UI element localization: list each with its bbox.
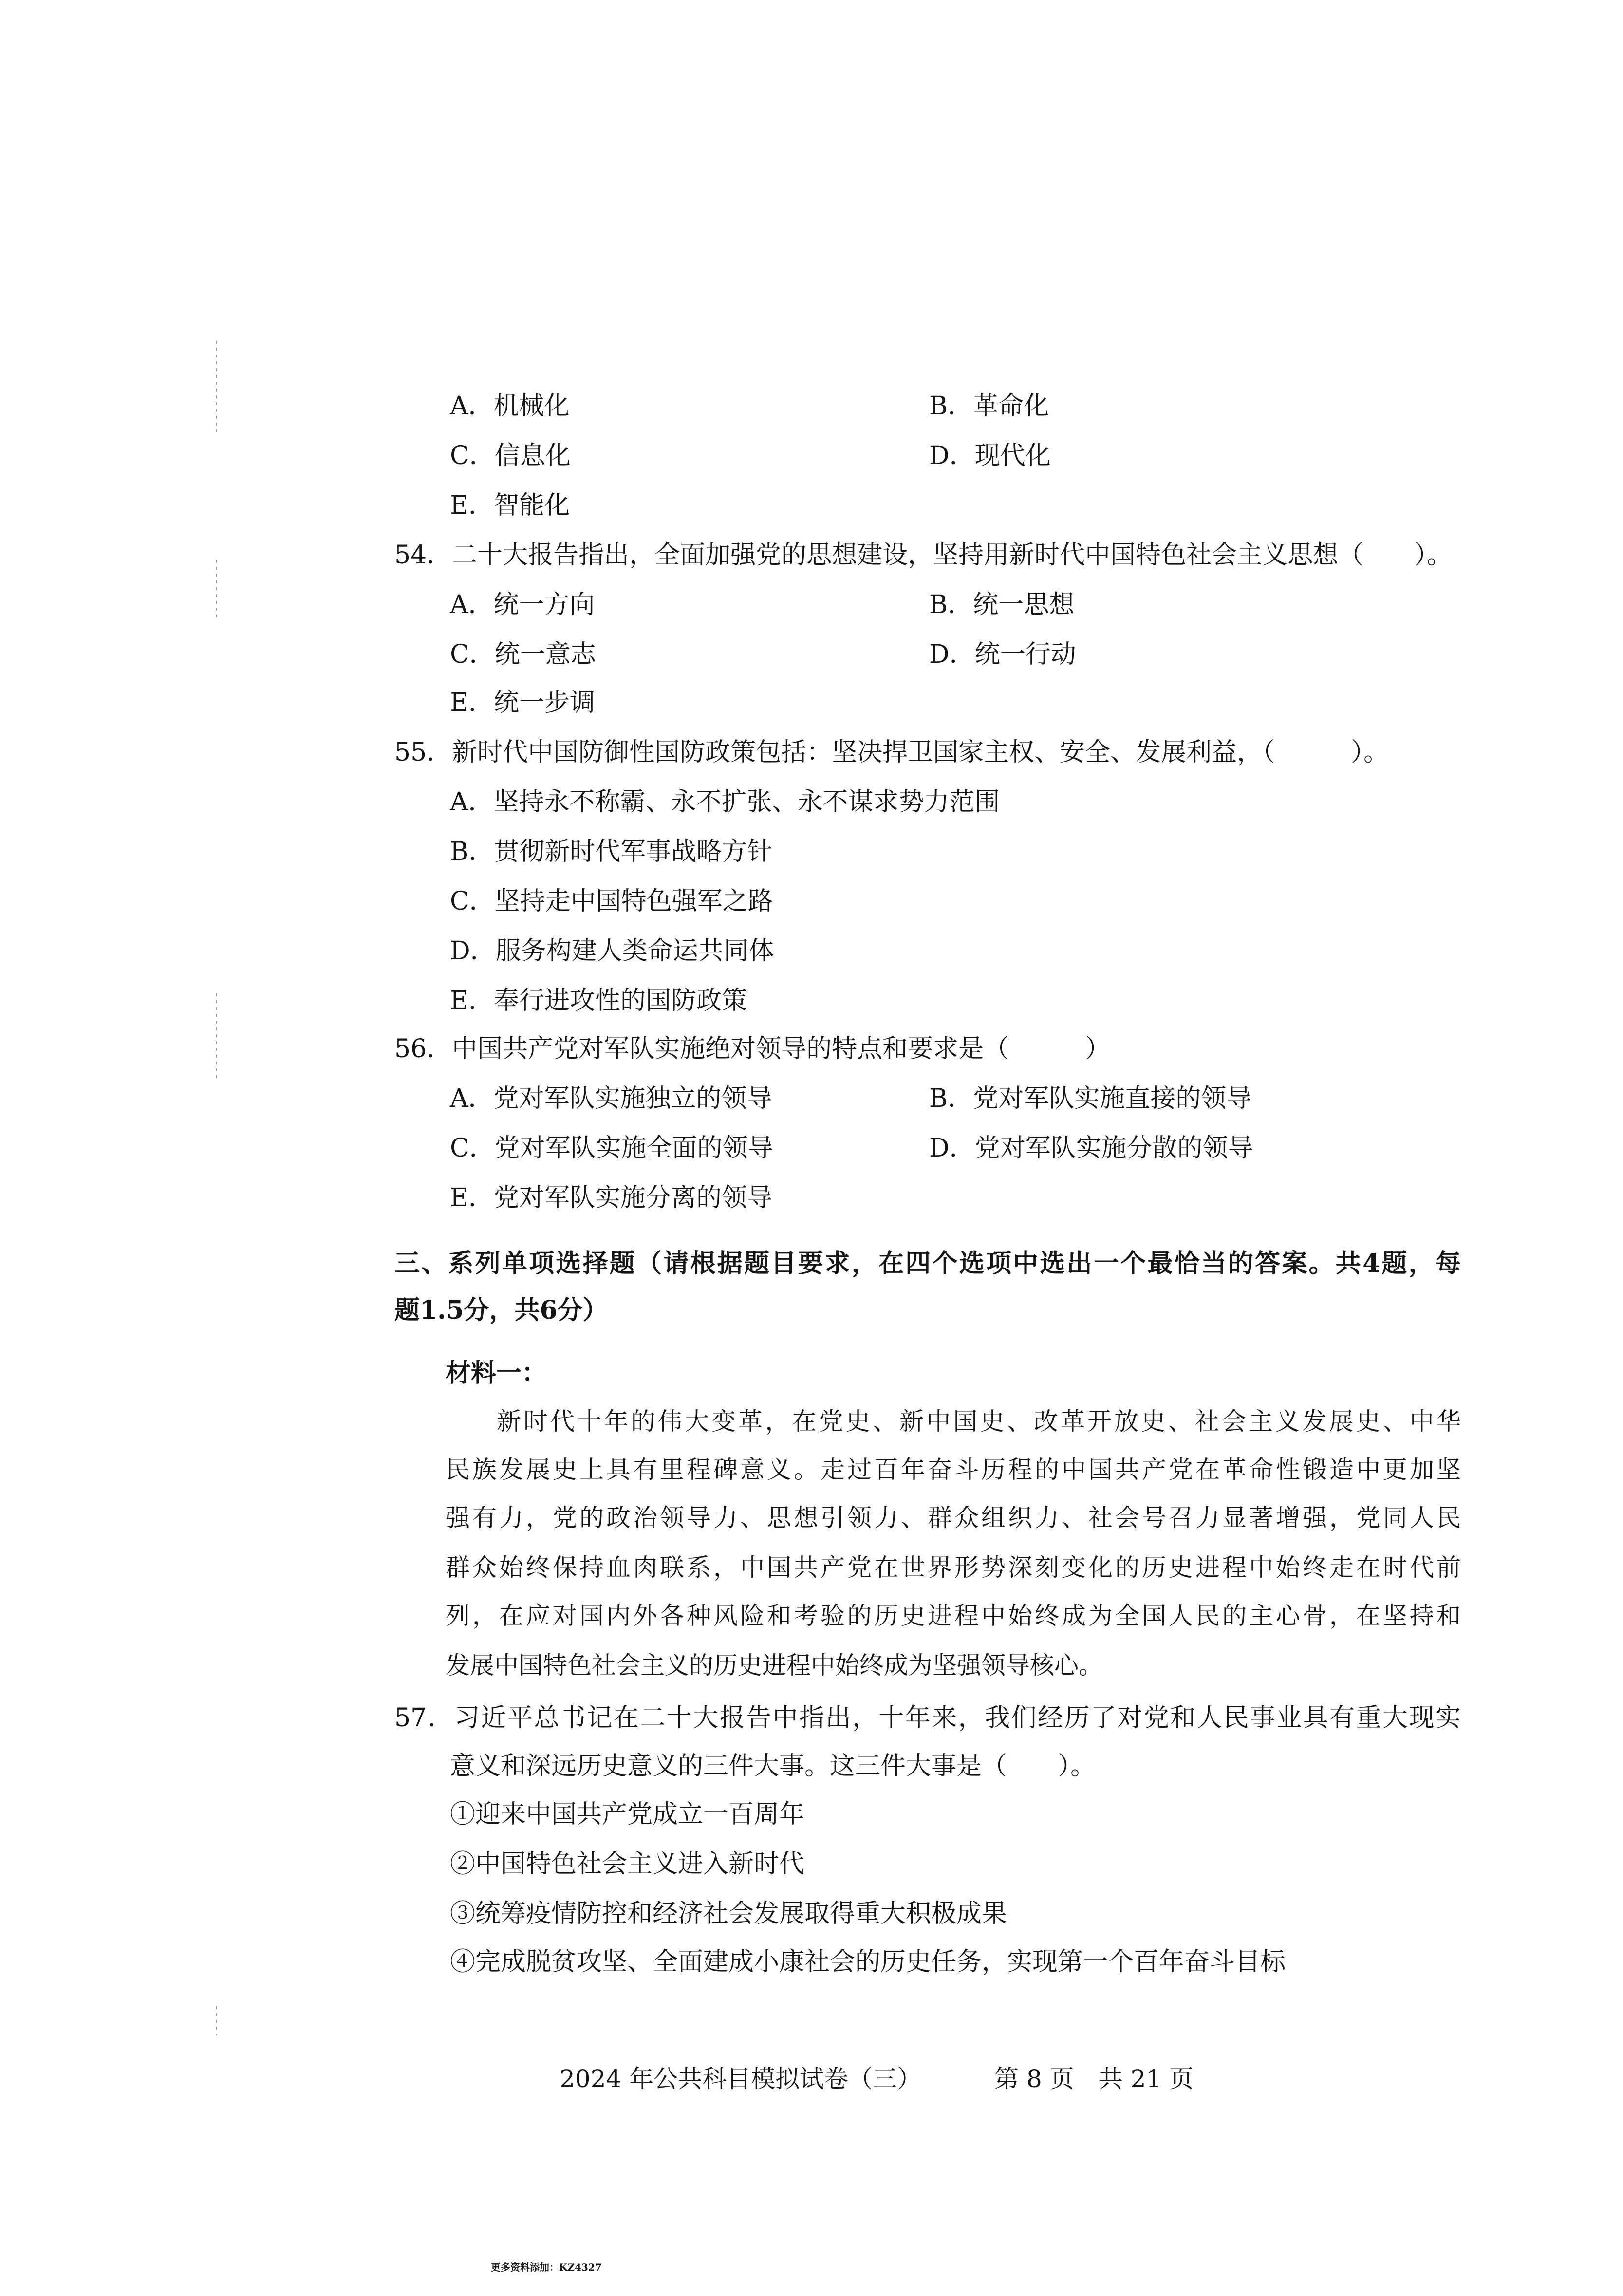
q55-stem: 55．新时代中国防御性国防政策包括：坚决捍卫国家主权、安全、发展利益，（ ）。 bbox=[394, 738, 1389, 767]
q54-option-b: B．统一思想 bbox=[929, 590, 1075, 619]
scan-edge-mark bbox=[216, 993, 217, 1081]
q53-option-e: E．智能化 bbox=[450, 491, 570, 520]
q55-option-b: B．贯彻新时代军事战略方针 bbox=[450, 837, 773, 866]
footer-title: 2024 年公共科目模拟试卷（三） bbox=[560, 2065, 922, 2093]
section-3-heading-cont: 题1.5分，共6分） bbox=[394, 1295, 608, 1325]
q57-stem: 57．习近平总书记在二十大报告中指出，十年来，我们经历了对党和人民事业具有重大现实 bbox=[394, 1703, 1461, 1733]
material-1-line: 新时代十年的伟大变革，在党史、新中国史、改革开放史、社会主义发展史、中华 bbox=[497, 1407, 1461, 1436]
q54-option-e: E．统一步调 bbox=[450, 688, 595, 717]
q53-option-d: D．现代化 bbox=[929, 441, 1051, 470]
q55-option-c: C．坚持走中国特色强军之路 bbox=[450, 887, 773, 916]
q53-option-a: A．机械化 bbox=[450, 392, 570, 421]
material-1-line: 列，在应对国内外各种风险和考验的历史进程中始终成为全国人民的主心骨，在坚持和 bbox=[446, 1602, 1461, 1630]
q54-option-c: C．统一意志 bbox=[450, 640, 596, 669]
page-number: 第 8 页 共 21 页 bbox=[994, 2065, 1194, 2093]
bottom-note: 更多资料添加：KZ4327 bbox=[491, 2261, 602, 2273]
q56-stem: 56．中国共产党对军队实施绝对领导的特点和要求是（ ） bbox=[394, 1034, 1111, 1064]
q56-option-b: B．党对军队实施直接的领导 bbox=[929, 1084, 1252, 1113]
q54-option-a: A．统一方向 bbox=[450, 590, 595, 619]
material-1-line: 强有力，党的政治领导力、思想引领力、群众组织力、社会号召力显著增强，党同人民 bbox=[446, 1504, 1461, 1532]
q57-item-4: ④完成脱贫攻坚、全面建成小康社会的历史任务，实现第一个百年奋斗目标 bbox=[450, 1947, 1286, 1977]
section-3-heading: 三、系列单项选择题（请根据题目要求，在四个选项中选出一个最恰当的答案。共4题，每 bbox=[394, 1249, 1461, 1278]
q53-option-c: C．信息化 bbox=[450, 441, 571, 470]
material-1-line: 群众始终保持血肉联系，中国共产党在世界形势深刻变化的历史进程中始终走在时代前 bbox=[446, 1553, 1461, 1582]
material-1-line: 发展中国特色社会主义的历史进程中始终成为坚强领导核心。 bbox=[446, 1651, 1103, 1680]
q57-item-1: ①迎来中国共产党成立一百周年 bbox=[450, 1800, 805, 1829]
q55-option-a: A．坚持永不称霸、永不扩张、永不谋求势力范围 bbox=[450, 787, 1000, 817]
q56-option-d: D．党对军队实施分散的领导 bbox=[929, 1134, 1253, 1163]
material-1-title: 材料一： bbox=[446, 1358, 547, 1388]
q57-item-3: ③统筹疫情防控和经济社会发展取得重大积极成果 bbox=[450, 1899, 1007, 1928]
q54-stem: 54．二十大报告指出，全面加强党的思想建设，坚持用新时代中国特色社会主义思想（ ）。 bbox=[394, 541, 1453, 570]
material-1-line: 民族发展史上具有里程碑意义。走过百年奋斗历程的中国共产党在革命性锻造中更加坚 bbox=[446, 1456, 1461, 1484]
page-footer bbox=[560, 2063, 1194, 2095]
q55-option-d: D．服务构建人类命运共同体 bbox=[450, 936, 774, 966]
q55-option-e: E．奉行进攻性的国防政策 bbox=[450, 986, 747, 1015]
q56-option-c: C．党对军队实施全面的领导 bbox=[450, 1134, 773, 1163]
q56-option-e: E．党对军队实施分离的领导 bbox=[450, 1183, 772, 1213]
scan-edge-mark bbox=[216, 560, 217, 618]
q56-option-a: A．党对军队实施独立的领导 bbox=[450, 1084, 772, 1113]
scan-edge-mark bbox=[216, 341, 217, 433]
q54-option-d: D．统一行动 bbox=[929, 640, 1076, 669]
q53-option-b: B．革命化 bbox=[929, 392, 1049, 421]
scan-edge-mark bbox=[216, 2006, 217, 2035]
q57-stem-cont: 意义和深远历史意义的三件大事。这三件大事是（ ）。 bbox=[450, 1752, 1096, 1781]
q57-item-2: ②中国特色社会主义进入新时代 bbox=[450, 1849, 805, 1879]
